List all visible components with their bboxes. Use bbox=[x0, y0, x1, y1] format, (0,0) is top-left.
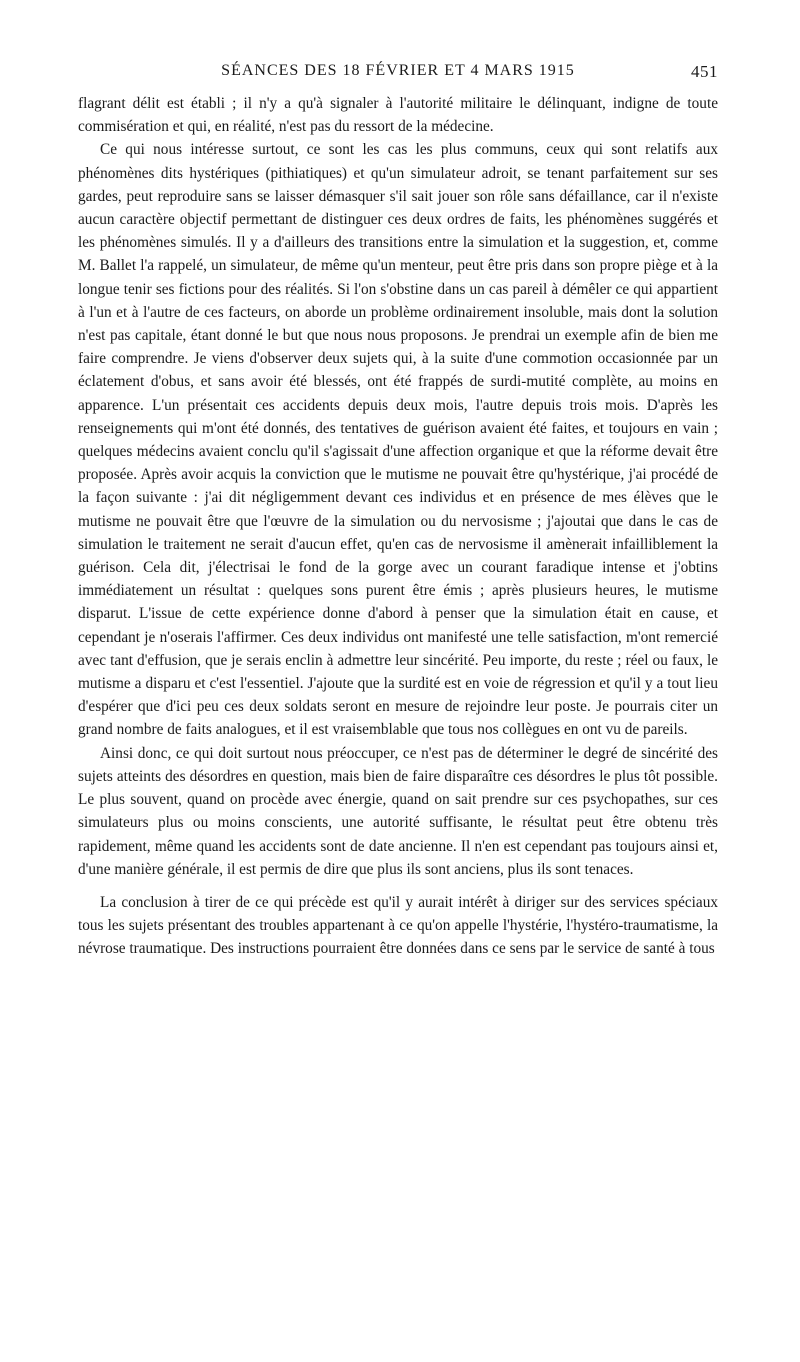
paragraph-continued: flagrant délit est établi ; il n'y a qu'à signaler à l'autorité militaire le délinquant, indigne de toute commisération et qui, en réalité, n'est pas du ressort de la médecine. bbox=[78, 95, 718, 136]
document-page bbox=[78, 62, 718, 961]
body-text bbox=[78, 92, 718, 961]
running-head bbox=[78, 62, 718, 86]
paragraph: Ainsi donc, ce qui doit surtout nous préoccuper, ce n'est pas de déterminer le degré de sincérité des sujets atteints des désordres en question, mais bien de faire disparaître ces désordres le plus tôt possible. Le plus souvent, quand on procède avec énergie, quand on sait prendre sur ces psychopathes, sur ces simulateurs plus ou moins conscients, une autorité suffisante, le résultat peut être obtenu très rapidement, même quand les accidents sont de date ancienne. Il n'en est cependant pas toujours ainsi et, d'une manière générale, il est permis de dire que plus ils sont anciens, plus ils sont tenaces. bbox=[78, 744, 718, 878]
paragraph: La conclusion à tirer de ce qui précède est qu'il y aurait intérêt à diriger sur des services spéciaux tous les sujets présentant des troubles appartenant à ce qu'on appelle l'hystérie, l'hystéro-traumatisme, la névrose traumatique. Des instructions pourraient être données dans ce sens par le service de santé à tous bbox=[78, 893, 718, 958]
paragraph: Ce qui nous intéresse surtout, ce sont les cas les plus communs, ceux qui sont relatifs aux phénomènes dits hystériques (pithiatiques) et qu'un simulateur adroit, se tenant parfaitement sur ses gardes, peut reproduire sans se laisser démasquer s'il sait jouer son rôle sans défaillance, car il n'existe aucun caractère objectif permettant de distinguer ces deux ordres de faits, les phénomènes suggérés et les phénomènes simulés. Il y a d'ailleurs des transitions entre la simulation et la suggestion, et, comme M. Ballet l'a rappelé, un simulateur, de même qu'un menteur, peut être pris dans son propre piège et à la longue tenir ses fictions pour des réalités. Si l'on s'obstine dans un cas pareil à démêler ce qui appartient à l'un et à l'autre de ces facteurs, on aborde un problème ordinairement insoluble, mais dont la solution n'est pas capitale, étant donné le but que nous nous proposons. Je prendrai un exemple afin de bien me faire comprendre. Je viens d'observer deux sujets qui, à la suite d'une commotion occasionnée par un éclatement d'obus, et sans avoir été blessés, ont été frappés de surdi-mutité complète, au moins en apparence. L'un présentait ces accidents depuis deux mois, l'autre depuis trois mois. D'après les renseignements qui m'ont été donnés, des tentatives de guérison avaient été faites, et toujours en vain ; quelques médecins avaient conclu qu'il s'agissait d'une affection organique et que la réforme devait être proposée. Après avoir acquis la conviction que le mutisme ne pouvait être qu'hystérique, j'ai procédé de la façon suivante : j'ai dit négligemment devant ces individus et en présence de mes élèves que le mutisme ne pouvait être que l'œuvre de la simulation ou du nervosisme ; j'ajoutai que dans le cas de simulation le traitement ne serait d'aucun effet, qu'en cas de nervosisme il amènerait infailliblement la guérison. Cela dit, j'électrisai le fond de la gorge avec un courant faradique intense et j'obtins immédiatement un résultat : quelques sons purent être émis ; après plusieurs heures, le mutisme disparut. L'issue de cette expérience donne d'abord à penser que la simulation était en cause, et cependant je n'oserais l'affirmer. Ces deux individus ont manifesté une telle satisfaction, m'ont remercié avec tant d'effusion, que je serais enclin à admettre leur sincérité. Peu importe, du reste ; réel ou faux, le mutisme a disparu et c'est l'essentiel. J'ajoute que la surdité est en voie de régression et qu'il y a tout lieu d'espérer que d'ici peu ces deux soldats seront en mesure de rejoindre leur poste. Je pourrais citer un grand nombre de faits analogues, et il est vraisemblable que tous nos collègues en ont vu de pareils. bbox=[78, 141, 718, 739]
page-number: 451 bbox=[691, 62, 718, 81]
running-head-title: SÉANCES DES 18 FÉVRIER ET 4 MARS 1915 bbox=[221, 62, 575, 79]
